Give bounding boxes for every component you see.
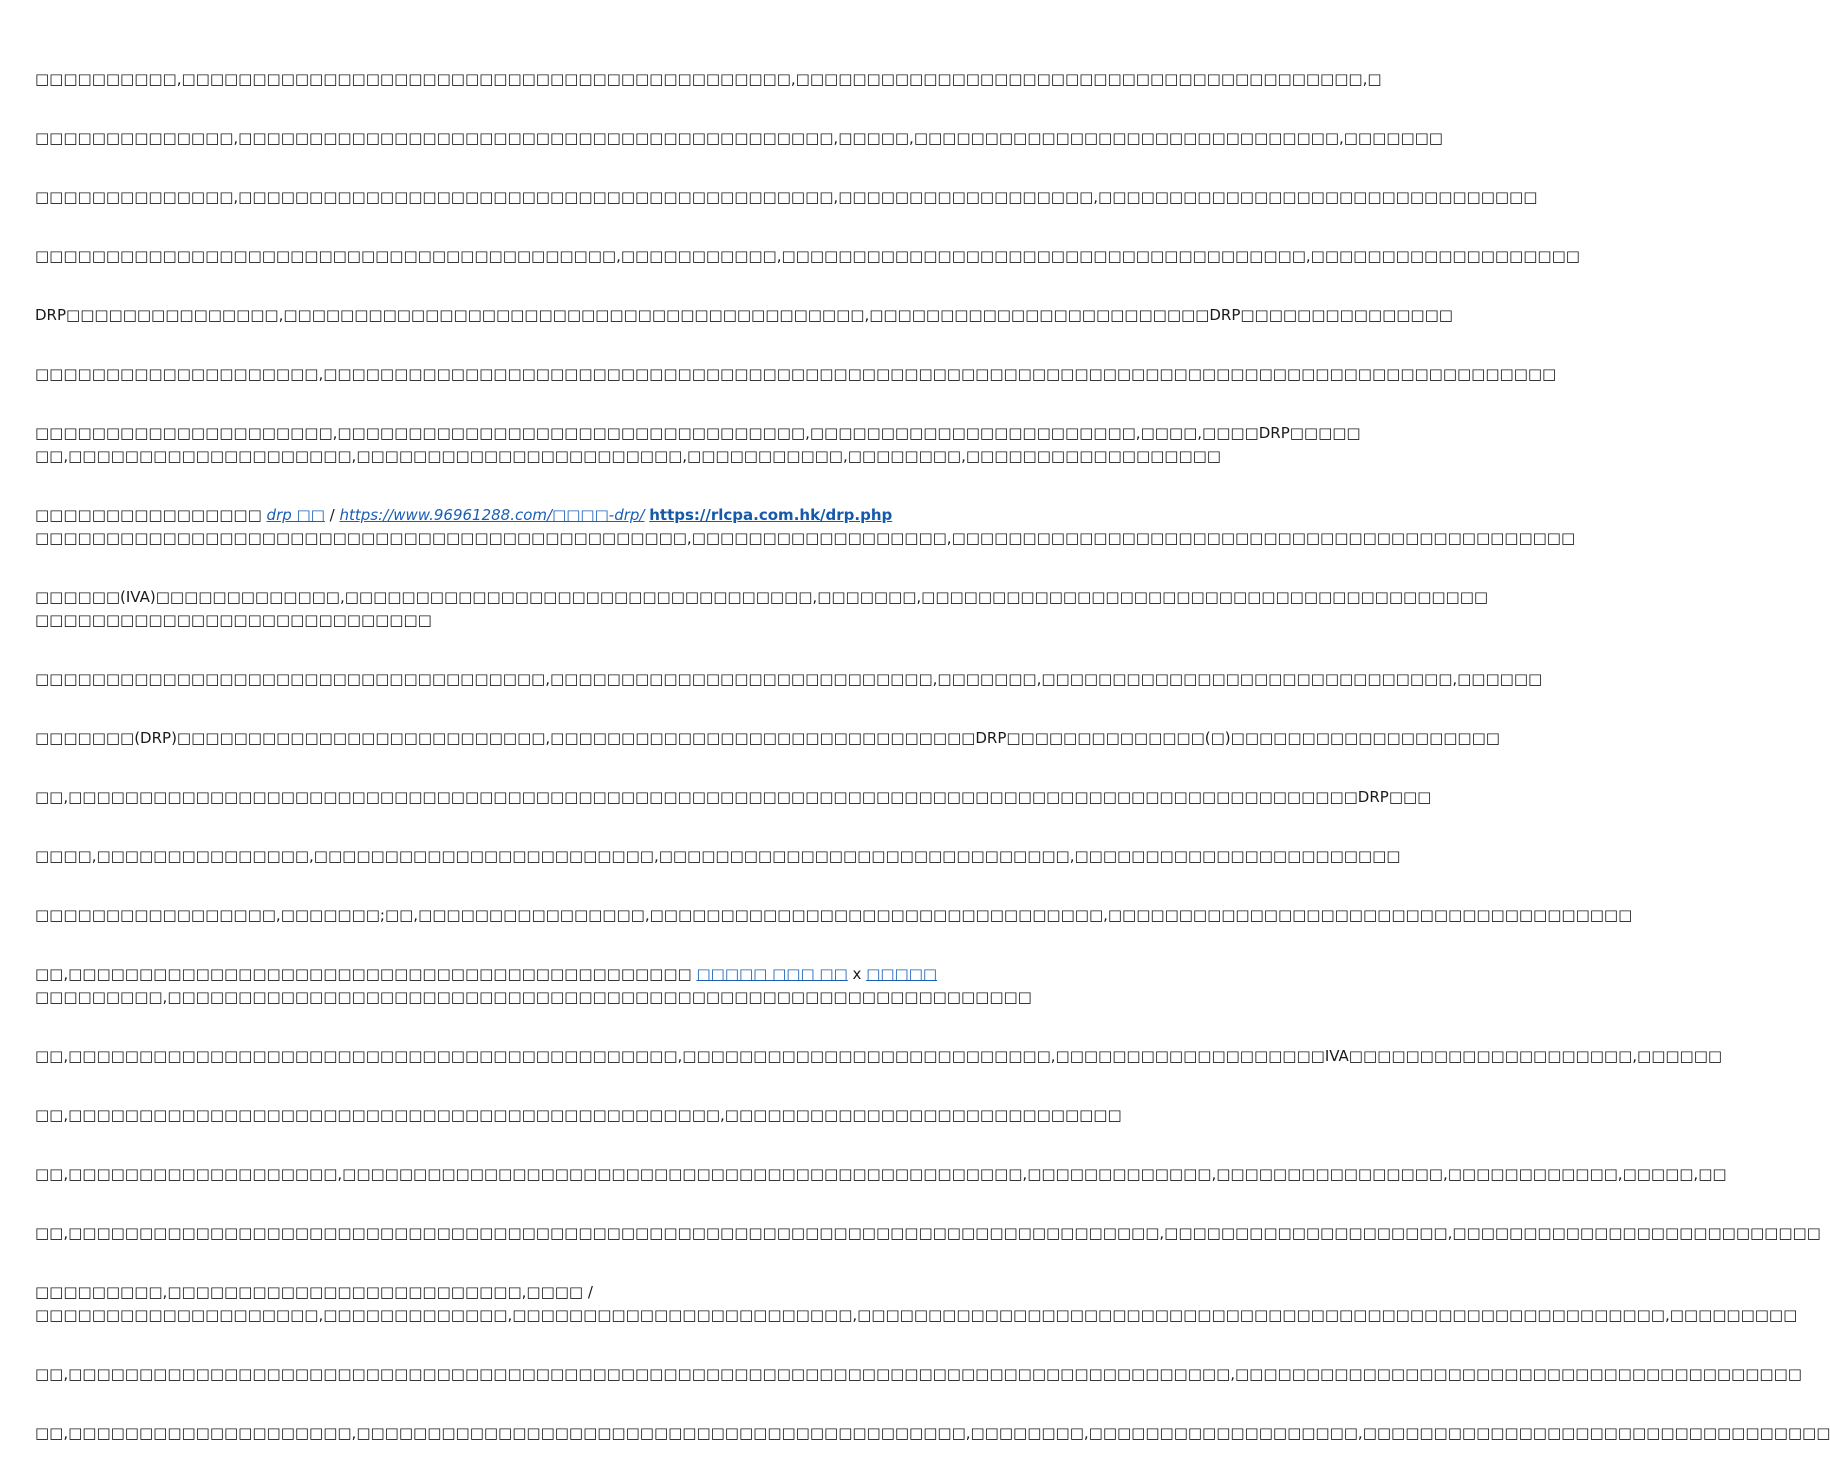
drp-link[interactable]: drp □□ (266, 506, 325, 524)
link-separator-x: x (852, 965, 862, 983)
paragraph-iva (35, 586, 1489, 632)
paragraph-after-6 (35, 1363, 1802, 1386)
inline-link-1[interactable]: □□□□□ □□□ □□ (696, 965, 848, 983)
paragraph-after-1 (35, 1045, 1723, 1068)
links-paragraph-2 (35, 963, 1032, 1009)
paragraph-after-3 (35, 1163, 1727, 1186)
paragraph-13 (35, 845, 1401, 868)
text-line: □□□□□□□□□,□□□□□□□□□□□□□□□□□□□□□□□□□,□□□□ / (35, 1283, 593, 1301)
document-body (35, 68, 1830, 1481)
text-line: □□□□□□□□□□,□□□□□□□□□□□□□□□□□□□□□□□□□□□□□□□□□□□□□□□□□□□,□□□□□□□□□□□□□□□□□□□□□□□□□□□□□□□□□□□□□□□□,□ (35, 70, 1382, 88)
links-intro: □□□□□□□□□□□□□□□□ (35, 506, 262, 524)
paragraph-6 (35, 363, 1557, 386)
text-line: □□□□□□(IVA)□□□□□□□□□□□□□,□□□□□□□□□□□□□□□□□□□□□□□□□□□□□□□□□,□□□□□□□,□□□□□□□□□□□□□□□□□□□□□□□□□□□□□□□□□□□□□□□□ (35, 588, 1489, 606)
paragraph-after-2 (35, 1104, 1122, 1127)
text-line: □□□□□□□□□□□□□□,□□□□□□□□□□□□□□□□□□□□□□□□□□□□□□□□□□□□□□□□□□,□□□□□□□□□□□□□□□□□□,□□□□□□□□□□□□□□□□□□□□□□□□□□□□□□□ (35, 188, 1538, 206)
text-line: □□□□□□□□□□□□□□□□□□□□□,□□□□□□□□□□□□□□□□□□□□□□□□□□□□□□□□□,□□□□□□□□□□□□□□□□□□□□□□□,□□□□,□□□□DRP□□□□□ (35, 424, 1361, 442)
text-line: □□□□□□□□□□□□□□□□□□□□,□□□□□□□□□□□□□□□□□□□□□□□□□□□□□□□□□□□□□□□□□□□□□□□□□□□□□□□□□□□□□□□□□□□□□□□□□□□□□□□□□□□□□□□ (35, 365, 1557, 383)
text-line: □□,□□□□□□□□□□□□□□□□□□□□□□□□□□□□□□□□□□□□□□□□□□□,□□□□□□□□□□□□□□□□□□□□□□□□□□,□□□□□□□□□□□□□□□□□□□IVA□□□□□□□□□□□□□□□□□□□□,□□□□□□ (35, 1047, 1723, 1065)
links-line (35, 504, 990, 527)
text-line: □□□□□□□□□□□□□□□□□□□□□□□□□□□□□□□□□□□□□□□□□,□□□□□□□□□□□,□□□□□□□□□□□□□□□□□□□□□□□□□□□□□□□□□□□□□,□□□□□□□□□□□□□□□□□□□ (35, 247, 1580, 265)
text-line: □□,□□□□□□□□□□□□□□□□□□□□,□□□□□□□□□□□□□□□□□□□□□□□,□□□□□□□□□□□,□□□□□□□□,□□□□□□□□□□□□□□□□□□ (35, 447, 1221, 465)
paragraph-4 (35, 245, 1580, 268)
text-line: □□,□□□□□□□□□□□□□□□□□□□□,□□□□□□□□□□□□□□□□□□□□□□□□□□□□□□□□□□□□□□□□□□□,□□□□□□□□,□□□□□□□□□□□□□□□□□□□,□□□□□□□□□□□□□□□□□□□□□□□□□□□□□□□□□ (35, 1424, 1830, 1442)
paragraph-11 (35, 727, 1500, 750)
text-line: □□,□□□□□□□□□□□□□□□□□□□□□□□□□□□□□□□□□□□□□□□□□□□□□□□□□□□□□□□□□□□□□□□□□□□□□□□□□□□□□□□□□□□□□□□□□□□DRP□□□ (35, 788, 1432, 806)
paragraph-5 (35, 304, 1453, 327)
text-line: □□□□□□□(DRP)□□□□□□□□□□□□□□□□□□□□□□□□□□,□□□□□□□□□□□□□□□□□□□□□□□□□□□□□□DRP□□□□□□□□□□□□□□(□)□□□□□□□□□□□□□□□□□□□ (35, 729, 1500, 747)
paragraph-3 (35, 186, 1538, 209)
text-line: □□,□□□□□□□□□□□□□□□□□□□□□□□□□□□□□□□□□□□□□□□□□□□□□□□□□□□□□□□□□□□□□□□□□□□□□□□□□□□□□,□□□□□□□□□□□□□□□□□□□□,□□□□□□□□□□□□□□□□□□□□□□□□□□ (35, 1224, 1821, 1242)
paragraph-after-4 (35, 1222, 1821, 1245)
paragraph-14 (35, 904, 1633, 927)
inline-link-2[interactable]: □□□□□ (866, 965, 938, 983)
text-line: □□□□,□□□□□□□□□□□□□□□,□□□□□□□□□□□□□□□□□□□□□□□□,□□□□□□□□□□□□□□□□□□□□□□□□□□□□□,□□□□□□□□□□□□□□□□□□□□□□□ (35, 847, 1401, 865)
text-line: □□□□□□□□□□□□□□,□□□□□□□□□□□□□□□□□□□□□□□□□□□□□□□□□□□□□□□□□□,□□□□□,□□□□□□□□□□□□□□□□□□□□□□□□□□□□□□,□□□□□□□ (35, 129, 1443, 147)
text-line: □□,□□□□□□□□□□□□□□□□□□□□□□□□□□□□□□□□□□□□□□□□□□□□□□□□□□□□□□□□□□□□□□□□□□□□□□□□□□□□□□□□□□,□□□□□□□□□□□□□□□□□□□□□□□□□□□□□□□□□□□□□□□□ (35, 1365, 1802, 1383)
paragraph-7 (35, 422, 1361, 468)
drp-url-link-2[interactable]: https://rlcpa.com.hk/drp.php (649, 506, 893, 524)
paragraph-2 (35, 127, 1443, 150)
paragraph-after-5 (35, 1281, 1798, 1327)
paragraph-10 (35, 668, 1543, 691)
text-line: □□□□□□□□□□□□□□□□□,□□□□□□□;□□,□□□□□□□□□□□□□□□□,□□□□□□□□□□□□□□□□□□□□□□□□□□□□□□□□,□□□□□□□□□□□□□□□□□□□□□□□□□□□□□□□□□□□□□ (35, 906, 1633, 924)
link-separator: / (329, 506, 335, 524)
text-line: □□□□□□□□□,□□□□□□□□□□□□□□□□□□□□□□□□□□□□□□□□□□□□□□□□□□□□□□□□□□□□□□□□□□□□□ (35, 988, 1032, 1006)
paragraph-after-7 (35, 1422, 1830, 1445)
text-line: □□□□□□□□□□□□□□□□□□□□□□□□□□□□□□□□□□□□,□□□□□□□□□□□□□□□□□□□□□□□□□□□,□□□□□□□,□□□□□□□□□□□□□□□□□□□□□□□□□□□□□,□□□□□□ (35, 670, 1543, 688)
links-paragraph (35, 504, 1576, 550)
drp-url-link-1[interactable]: https://www.96961288.com/□□□□-drp/ (339, 506, 645, 524)
text-line: □□□□□□□□□□□□□□□□□□□□□□□□□□□□ (35, 611, 432, 629)
text-line: □□□□□□□□□□□□□□□□□□□□,□□□□□□□□□□□□□,□□□□□□□□□□□□□□□□□□□□□□□□,□□□□□□□□□□□□□□□□□□□□□□□□□□□□□□□□□□□□□□□□□□□□□□□□□□□□□□□□□,□□□□□□□□□ (35, 1306, 1798, 1324)
text-line: □□,□□□□□□□□□□□□□□□□□□□□□□□□□□□□□□□□□□□□□□□□□□□□□□,□□□□□□□□□□□□□□□□□□□□□□□□□□□□ (35, 1106, 1122, 1124)
links-intro-2: □□,□□□□□□□□□□□□□□□□□□□□□□□□□□□□□□□□□□□□□□□□□□□□ (35, 965, 692, 983)
text-line: □□,□□□□□□□□□□□□□□□□□□□,□□□□□□□□□□□□□□□□□□□□□□□□□□□□□□□□□□□□□□□□□□□□□□□□,□□□□□□□□□□□□□,□□□□□□□□□□□□□□□□,□□□□□□□□□□□□,□□□□□,□□ (35, 1165, 1727, 1183)
paragraph-12 (35, 786, 1432, 809)
paragraph-1 (35, 68, 1382, 91)
text-line: DRP□□□□□□□□□□□□□□□,□□□□□□□□□□□□□□□□□□□□□□□□□□□□□□□□□□□□□□□□□,□□□□□□□□□□□□□□□□□□□□□□□□DRP□□□□□□□□□□□□□□□ (35, 306, 1453, 324)
links-line-2 (35, 963, 990, 986)
text-line: □□□□□□□□□□□□□□□□□□□□□□□□□□□□□□□□□□□□□□□□□□□□□□,□□□□□□□□□□□□□□□□□□,□□□□□□□□□□□□□□□□□□□□□□□□□□□□□□□□□□□□□□□□□□□□ (35, 529, 1576, 547)
